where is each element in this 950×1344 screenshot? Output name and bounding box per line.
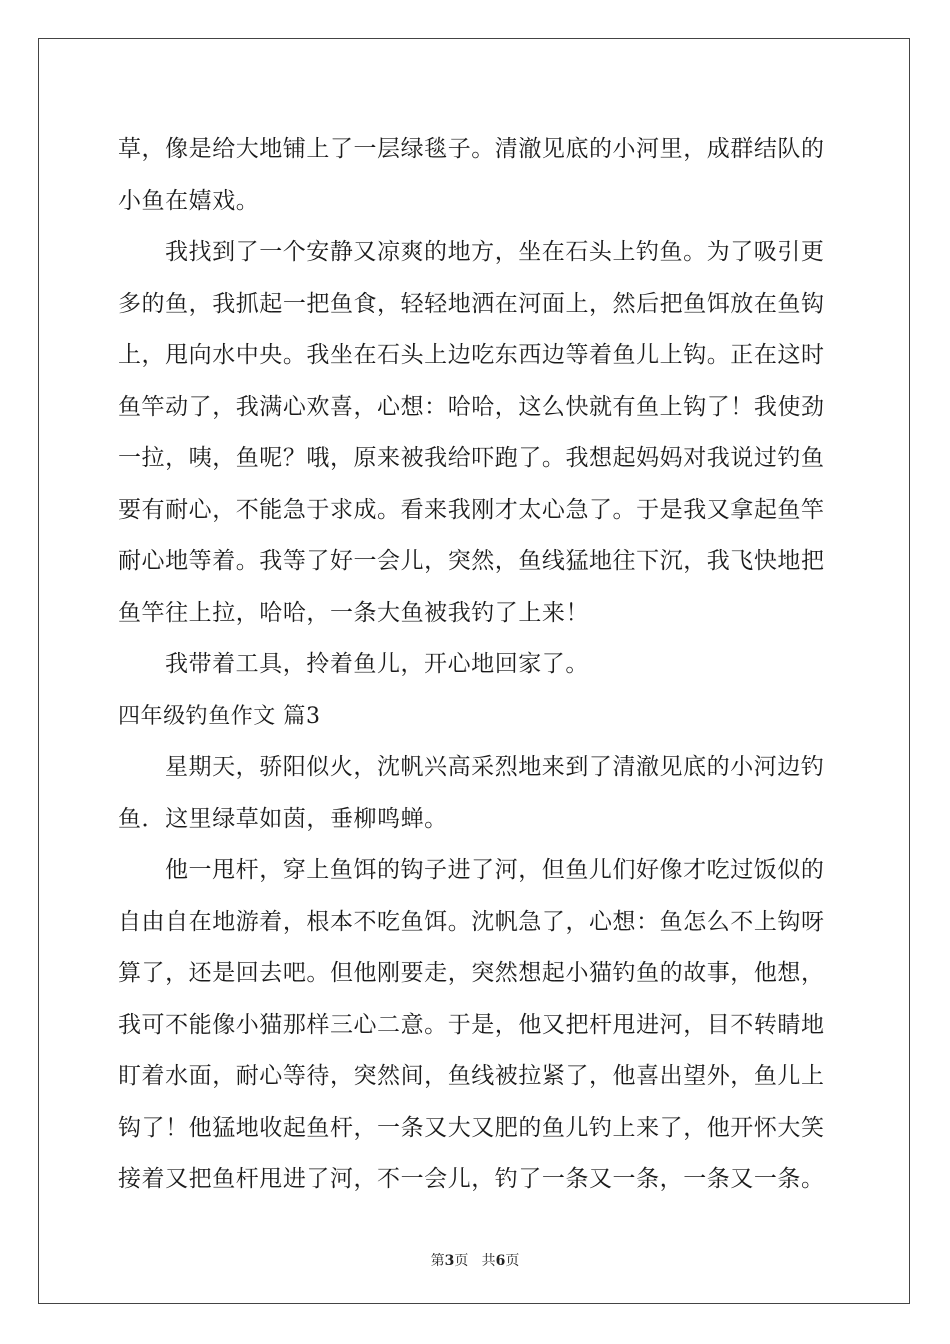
section-heading: 四年级钓鱼作文 篇3 (118, 703, 321, 729)
total-prefix: 共 (481, 1253, 496, 1269)
total-pages: 6 (495, 1253, 506, 1269)
text-line: 一拉，咦，鱼呢？哦，原来被我给吓跑了。我想起妈妈对我说过钓鱼 (118, 445, 825, 471)
text-line: 星期天，骄阳似火，沈帆兴高采烈地来到了清澈见底的小河边钓 (165, 754, 825, 780)
text-line: 我可不能像小猫那样三心二意。于是，他又把杆甩进河，目不转睛地 (118, 1011, 825, 1038)
text-line: 鱼．这里绿草如茵，垂柳鸣蝉。 (118, 805, 448, 832)
text-line: 草，像是给大地铺上了一层绿毯子。清澈见底的小河里，成群结队的 (118, 136, 825, 162)
text-line: 自由自在地游着，根本不吃鱼饵。沈帆急了，心想：鱼怎么不上钩呀 (118, 908, 825, 935)
text-line: 钩了！他猛地收起鱼杆，一条又大又肥的鱼儿钓上来了，他开怀大笑 (118, 1114, 825, 1141)
text-line: 多的鱼，我抓起一把鱼食，轻轻地洒在河面上，然后把鱼饵放在鱼钩 (118, 290, 825, 317)
page-suffix: 页 (454, 1253, 469, 1269)
page-footer (0, 1250, 950, 1270)
total-suffix: 页 (505, 1253, 520, 1269)
text-line: 小鱼在嬉戏。 (118, 187, 260, 214)
text-line: 我带着工具，拎着鱼儿，开心地回家了。 (165, 651, 589, 677)
page-number: 3 (444, 1253, 455, 1269)
text-line: 耐心地等着。我等了好一会儿，突然，鱼线猛地往下沉，我飞快地把 (118, 548, 825, 574)
text-line: 要有耐心，不能急于求成。看来我刚才太心急了。于是我又拿起鱼竿 (118, 496, 825, 523)
text-line: 接着又把鱼杆甩进了河，不一会儿，钓了一条又一条，一条又一条。 (118, 1166, 825, 1192)
text-line: 算了，还是回去吧。但他刚要走，突然想起小猫钓鱼的故事，他想， (118, 960, 825, 986)
document-body (118, 124, 834, 1206)
page-prefix: 第 (430, 1253, 445, 1269)
text-line: 他一甩杆，穿上鱼饵的钩子进了河，但鱼儿们好像才吃过饭似的 (165, 857, 825, 883)
text-line: 鱼竿动了，我满心欢喜，心想：哈哈，这么快就有鱼上钩了！我使劲 (118, 393, 825, 420)
text-line: 我找到了一个安静又凉爽的地方，坐在石头上钓鱼。为了吸引更 (165, 239, 825, 265)
text-line: 上，甩向水中央。我坐在石头上边吃东西边等着鱼儿上钩。正在这时 (118, 342, 825, 368)
text-line: 盯着水面，耐心等待，突然间，鱼线被拉紧了，他喜出望外，鱼儿上 (118, 1063, 825, 1089)
text-line: 鱼竿往上拉，哈哈，一条大鱼被我钓了上来！ (118, 599, 589, 626)
